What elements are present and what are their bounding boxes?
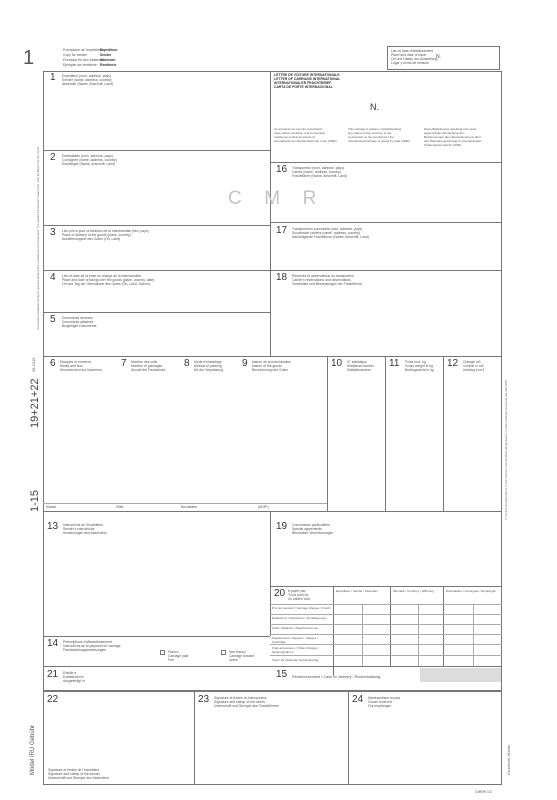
franco-label: Carriage paid <box>168 654 189 658</box>
box-label: Prescriptions d'affranchissement <box>63 640 112 644</box>
convention-line: den Beförderungsvertrag im internationalen <box>424 139 482 143</box>
payment-row-label: Réductions / Deductions / Ermäßigungen <box>272 616 327 620</box>
box-label: Marques et numéros <box>60 360 92 364</box>
box-number: 5 <box>50 314 56 325</box>
divider <box>348 691 349 785</box>
box-number: 3 <box>50 227 56 238</box>
issue-box[interactable] <box>387 46 500 70</box>
payment-row-label: Solde / Balance / Zwischensumme <box>272 626 319 630</box>
box-label: Documents attached <box>62 320 94 324</box>
left-margin-note: Les parties encadrées de lignes grasses doivent être remplies par le transporteur. The spaces framed with heavy lines must be filled in by the carrier. <box>36 145 40 330</box>
box-label: N° statistique <box>347 360 368 364</box>
issue-no: N. <box>436 54 441 60</box>
box-label: Transporteurs successifs (nom, adresse, pays) <box>292 227 363 231</box>
box-label: Ausgefertigt in <box>63 679 85 683</box>
box-label: Statistiknummer <box>347 368 372 372</box>
title-line: LETTER OF CARRIAGE INTERNATIONAL <box>274 77 341 81</box>
box-number: 17 <box>276 225 288 236</box>
left-edge-range: 19+21+22 <box>29 378 41 428</box>
title-line: INTERNATIONALER FRACHTBRIEF <box>274 81 332 85</box>
box-label: Marks and Nos <box>60 364 83 368</box>
box-label: Empfänger (Name, Anschrift, Land) <box>62 162 116 166</box>
issue-line: Ort und Datum der Ausstellung <box>391 57 438 61</box>
divider <box>270 270 502 271</box>
box-label: Unterschrift und Stempel des Frachtführers <box>214 704 279 708</box>
box-label: Gross weight in kg <box>405 364 433 368</box>
copy-lang-line: Ejemplar del remitente <box>63 63 97 67</box>
box-label: Nombre des colis <box>131 360 158 364</box>
box-label: Destinataire (nom, adresse, pays) <box>62 154 113 158</box>
divider <box>43 150 270 151</box>
box-number: 15 <box>276 669 288 680</box>
divider <box>390 586 391 666</box>
left-edge-range: 1-15 <box>29 489 41 512</box>
convention-line: International Carriage of goods by road (CMR). <box>348 139 411 143</box>
issue-line: Lieu et date d'établissement <box>391 49 434 53</box>
box-label: Goods received <box>368 700 392 704</box>
box-label: Cubage m3 <box>463 360 481 364</box>
box-label: Carrier (name, address, country) <box>292 170 341 174</box>
box-label: Nature de la marchandise <box>252 360 291 364</box>
convention-line: This carriage is subject, notwithstanding <box>348 127 402 131</box>
box-label: Successive carriers (name, address, country) <box>292 231 361 235</box>
box-label: Bruttogewicht in kg <box>405 368 434 372</box>
box-label: Kennzeichen und Nummern <box>60 368 103 372</box>
box-number: 12 <box>447 358 459 369</box>
box-label: Place of delivery of the goods (place, country) <box>62 233 131 237</box>
box-number: 20 <box>274 588 286 599</box>
box-number: 13 <box>47 521 59 532</box>
convention-line: relative au contrat de transport <box>274 135 315 139</box>
divider <box>270 586 502 587</box>
divider <box>333 586 334 676</box>
cod-shaded-area <box>420 668 501 682</box>
box-label: Signature and stamp of the sender <box>48 772 101 776</box>
copy-lang-line: Exemplaire de l'expéditeur <box>63 48 103 52</box>
box-label: Established in <box>63 675 85 679</box>
title-no: N. <box>370 102 379 112</box>
divider <box>270 614 502 615</box>
box-label: Zu zahlen vom: <box>288 597 312 601</box>
divider <box>270 624 502 625</box>
box-number: 22 <box>47 694 59 705</box>
divider <box>270 655 502 656</box>
box-number: 9 <box>242 358 248 369</box>
box-label: Besondere Vereinbarungen <box>292 531 334 535</box>
copy-bold-line: Expéditeur <box>100 48 118 52</box>
box-label: Signature et timbre du transporteur <box>214 696 267 700</box>
adr-label: Ziffer <box>116 505 124 509</box>
box-label: Bezeichnung des Gutes <box>252 368 289 372</box>
divider <box>43 225 270 226</box>
copy-bold-line: Sender <box>100 53 112 57</box>
divider <box>270 162 502 163</box>
box-number: 23 <box>198 694 210 705</box>
convention-line: gegenteiligen Abmachung den <box>424 131 465 135</box>
adr-label: (ADR*) <box>258 505 269 509</box>
box-label: Poids brut, kg <box>405 360 426 364</box>
box-number: 21 <box>47 669 59 680</box>
cmr-watermark: C M R <box>228 188 321 209</box>
convention-line: any clause to the contrary, to the <box>348 131 392 135</box>
box-label: Mode d'emballage <box>194 360 222 364</box>
box-label: Documents annexés <box>62 316 93 320</box>
convention-line: Ce transport est soumis, nonobstant <box>274 127 323 131</box>
box-number: 24 <box>352 694 364 705</box>
adr-label: Klasse <box>46 505 57 509</box>
divider <box>43 503 327 504</box>
box-number: 19 <box>276 521 288 532</box>
box-label: Beigefügte Dokumente <box>62 324 97 328</box>
box-label: Place and date of taking over the goods (place, country, date) <box>62 278 155 282</box>
box-label: Ort und Tag der Übernahme des Gutes (Ort, Land, Datum) <box>62 282 150 286</box>
box-number: 6 <box>50 358 56 369</box>
convention-line: Straßengüterverkehr (CMR). <box>424 143 463 147</box>
divider <box>43 666 270 667</box>
box-label: Conventions particulières <box>292 523 331 527</box>
divider <box>443 586 444 666</box>
box-number: 14 <box>47 638 59 649</box>
box-number: 1 <box>50 72 56 83</box>
copy-lang-line: Exemplar für den Absender <box>63 58 105 62</box>
box-number: 11 <box>389 358 400 369</box>
box-label: Lieu et date de la prise en charge de la marchandise <box>62 274 141 278</box>
payment-col-header: Monnaie / Currency / Währung <box>393 589 434 593</box>
convention-line: toute clause contraire, à la Convention <box>274 131 326 135</box>
divider <box>43 356 502 357</box>
divider <box>194 691 195 785</box>
divider <box>43 270 270 271</box>
box-label: Expéditeur (nom, adresse, pays) <box>62 74 111 78</box>
divider <box>443 356 444 511</box>
convention-line: Convention on the Contract for the <box>348 135 394 139</box>
payment-row-label: Total / Zu zahlender Gesamtbetrag <box>272 658 319 662</box>
box-label: Anzahl der Packstücke <box>131 368 166 372</box>
box-label: Method of packing <box>194 364 222 368</box>
franco-checkbox[interactable] <box>160 650 165 655</box>
box-label: Nature of the goods <box>252 364 282 368</box>
franco-label: Franco <box>168 650 179 654</box>
footer-left-model: Model IRU Gebühr <box>30 724 36 775</box>
box-label: Signature and stamp of the carrier <box>214 700 266 704</box>
non-franco-checkbox[interactable] <box>221 650 226 655</box>
box-number: 7 <box>121 358 127 369</box>
box-label: Art der Verpackung <box>194 368 224 372</box>
non-franco-label: Unfrei <box>229 658 239 662</box>
box-label: Sender's instructions <box>63 527 95 531</box>
title-line: CARTA DE PORTE INTERNACIONAL <box>274 85 333 89</box>
divider <box>327 356 328 511</box>
box-label: Instructions as to payment for carriage <box>63 644 121 648</box>
box-number: 18 <box>276 272 288 283</box>
copy-bold-line: Remitente <box>100 63 117 67</box>
box-label: Réserves et observations du transporteur <box>292 274 355 278</box>
box-label: Umfang in m3 <box>463 368 485 372</box>
payment-row-label: Prix de transport / Carriage charges / Fracht <box>272 606 331 610</box>
payment-row-label: Frais accessoires / Other charges / Nebengebühren <box>272 646 319 655</box>
payment-col-header: Expéditeur / Sender / Absender <box>336 589 378 593</box>
convention-line: Diese Beförderung unterliegt trotz einer <box>424 127 477 131</box>
box-label: Volume in m3 <box>463 364 484 368</box>
issue-line: Place and date of issue <box>391 53 427 57</box>
box-label: Signature et timbre de l'expéditeur <box>48 768 100 772</box>
payment-row-label: Suppléments / Supplem. charges / Zuschläge <box>272 636 318 645</box>
divider <box>270 222 502 223</box>
box-label: Marchandises reçues <box>368 696 401 700</box>
copy-lang-line: Copy for sender <box>63 53 88 57</box>
box-label: Unterschrift und Stempel des Absenders <box>48 776 109 780</box>
box-label: Consignee (name, address, country) <box>62 158 117 162</box>
divider <box>43 511 502 512</box>
box-label: Auslieferungsort des Gutes (Ort, Land) <box>62 237 121 241</box>
box-number: 10 <box>331 358 343 369</box>
convention-line: Bestimmungen des Übereinkommens über <box>424 135 481 139</box>
right-margin-note: Y compris les dispositions concernant les marchandises dangereuses; in case of dangerous goods see also ADR <box>504 380 508 520</box>
box-label: Remboursement / Cash on delivery / Rückerstattung <box>292 675 381 679</box>
divider <box>270 666 502 667</box>
box-label: To be paid by: <box>288 593 310 597</box>
box-label: Sender (name, address, country) <box>62 78 112 82</box>
box-label: Instructions de l'expéditeur <box>63 523 104 527</box>
box-label: Anweisungen des Absenders <box>63 531 107 535</box>
copy-bold-line: Absender <box>100 58 116 62</box>
box-label: Transporteur (nom, adresse, pays) <box>292 166 345 170</box>
adr-label: Buchstabe <box>181 505 198 509</box>
box-label: Absender (Name, Anschrift, Land) <box>62 82 114 86</box>
divider <box>43 636 270 637</box>
issue-line: Lugar y fecha de emisión <box>391 61 429 65</box>
copy-number: 1 <box>23 47 35 69</box>
box-label: Frachtzahlungsanweisungen <box>63 648 107 652</box>
box-label: Nachfolgende Frachtführer (Name, Anschrift, Land) <box>292 235 369 239</box>
divider <box>270 634 502 635</box>
box-number: 16 <box>276 164 288 175</box>
box-number: 2 <box>50 152 56 163</box>
payment-col-header: Destinataire / Consignee / Empfänger <box>446 589 497 593</box>
left-edge-date: 08.2015 <box>31 357 36 372</box>
non-franco-label: Carriage forward <box>229 654 255 658</box>
box-label: Frachtführer (Name, Anschrift, Land) <box>292 174 348 178</box>
box-label: Number of packages <box>131 364 163 368</box>
box-label: A payer par: <box>288 589 307 593</box>
divider <box>270 604 502 605</box>
footer-code: CMR/R 1/2 <box>475 790 492 794</box>
franco-label: Frei <box>168 658 174 662</box>
non-franco-label: Non franco <box>229 650 246 654</box>
box-label: Etablie à <box>63 671 77 675</box>
box-label: Carrier's reservations and observations <box>292 278 351 282</box>
box-label: Special agreements <box>292 527 322 531</box>
convention-line: international de marchandises par route (CMR). <box>274 139 338 143</box>
divider <box>270 511 271 636</box>
divider <box>270 71 271 356</box>
divider <box>43 312 270 313</box>
title-line: LETTRE DE VOITURE INTERNATIONALE <box>274 73 340 77</box>
box-number: 8 <box>184 358 190 369</box>
divider <box>385 356 386 511</box>
box-label: Gut empfangen <box>368 704 392 708</box>
box-label: Statistical number <box>347 364 374 368</box>
box-number: 4 <box>50 272 56 283</box>
box-label: Lieu prévu pour la livraison de la marchandise (lieu, pays) <box>62 229 149 233</box>
footer-right-printer: Druckerei Muster <box>506 744 511 775</box>
box-label: Vorbehalte und Bemerkungen der Frachtführer <box>292 282 363 286</box>
